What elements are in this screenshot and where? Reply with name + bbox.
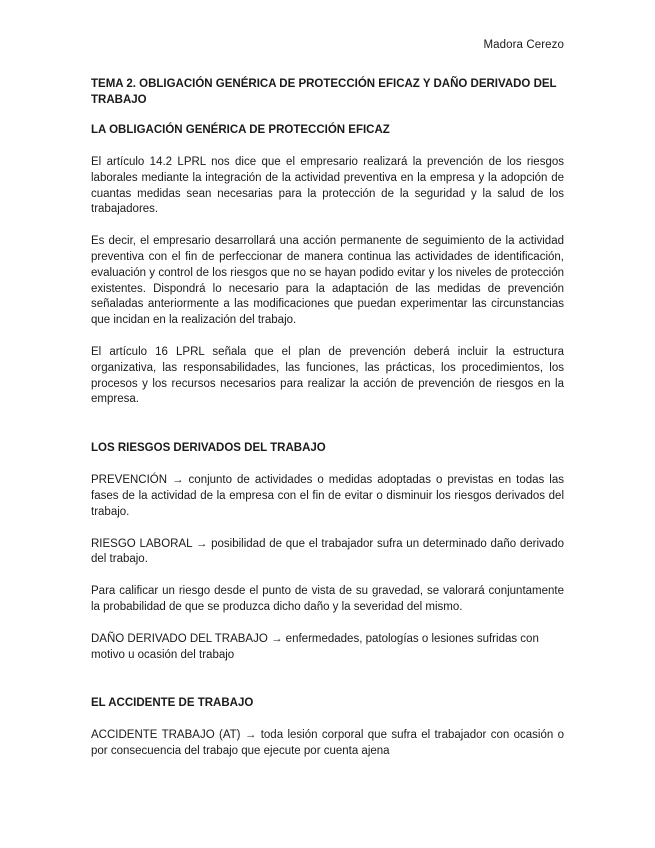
- section-heading-obligacion: LA OBLIGACIÓN GENÉRICA DE PROTECCIÓN EFICAZ: [91, 124, 390, 136]
- paragraph: El artículo 14.2 LPRL nos dice que el empresario realizará la prevención de los riesgos laborales mediante la integración de la actividad preventiva en la empresa y la adopción de cuantas medidas sean necesarias para la protección de la seguridad y la salud de los trabajadores.: [91, 156, 564, 216]
- paragraph: El artículo 16 LPRL señala que el plan de prevención deberá incluir la estructura organizativa, las responsabilidades, las funciones, las prácticas, los procedimientos, los procesos y los recursos necesarios para realizar la acción de prevención de riesgos en la empresa.: [91, 345, 564, 406]
- paragraph: Para calificar un riesgo desde el punto de vista de su gravedad, se valorará conjuntamente la probabilidad de que se produzca dicho daño y la severidad del mismo.: [91, 585, 564, 613]
- spacer: [91, 679, 564, 695]
- section-heading-accidente: EL ACCIDENTE DE TRABAJO: [91, 697, 254, 710]
- paragraph: PREVENCIÓN → conjunto de actividades o medidas adoptadas o previstas en todas las fases de la actividad de la empresa con el fin de evitar o disminuir los riesgos derivados del trabajo.: [91, 474, 564, 518]
- section-heading-riesgos: LOS RIESGOS DERIVADOS DEL TRABAJO: [91, 442, 326, 455]
- document-title: TEMA 2. OBLIGACIÓN GENÉRICA DE PROTECCIÓN EFICAZ Y DAÑO DERIVADO DEL TRABAJO: [91, 78, 557, 106]
- document-body: [91, 76, 564, 776]
- paragraph: DAÑO DERIVADO DEL TRABAJO → enfermedades, patologías o lesiones sufridas con motivo u ocasión del trabajo: [91, 632, 539, 661]
- paragraph: RIESGO LABORAL → posibilidad de que el trabajador sufra un determinado daño derivado del trabajo.: [91, 537, 564, 566]
- author-name: Madora Cerezo: [483, 39, 564, 51]
- paragraph: Es decir, el empresario desarrollará una acción permanente de seguimiento de la actividad preventiva con el fin de perfeccionar de manera continua las actividades de identificación, evaluación y control de los riesgos que no se hayan podido evitar y los niveles de protección existentes. Dispondrá lo necesario para la adaptación de las medidas de prevención señaladas anteriormente a las modificaciones que puedan experimentar las circunstancias que incidan en la realización del trabajo.: [91, 235, 564, 327]
- spacer: [91, 424, 564, 440]
- paragraph: ACCIDENTE TRABAJO (AT) → toda lesión corporal que sufra el trabajador con ocasión o por consecuencia del trabajo que ejecute por cuenta ajena: [91, 729, 564, 758]
